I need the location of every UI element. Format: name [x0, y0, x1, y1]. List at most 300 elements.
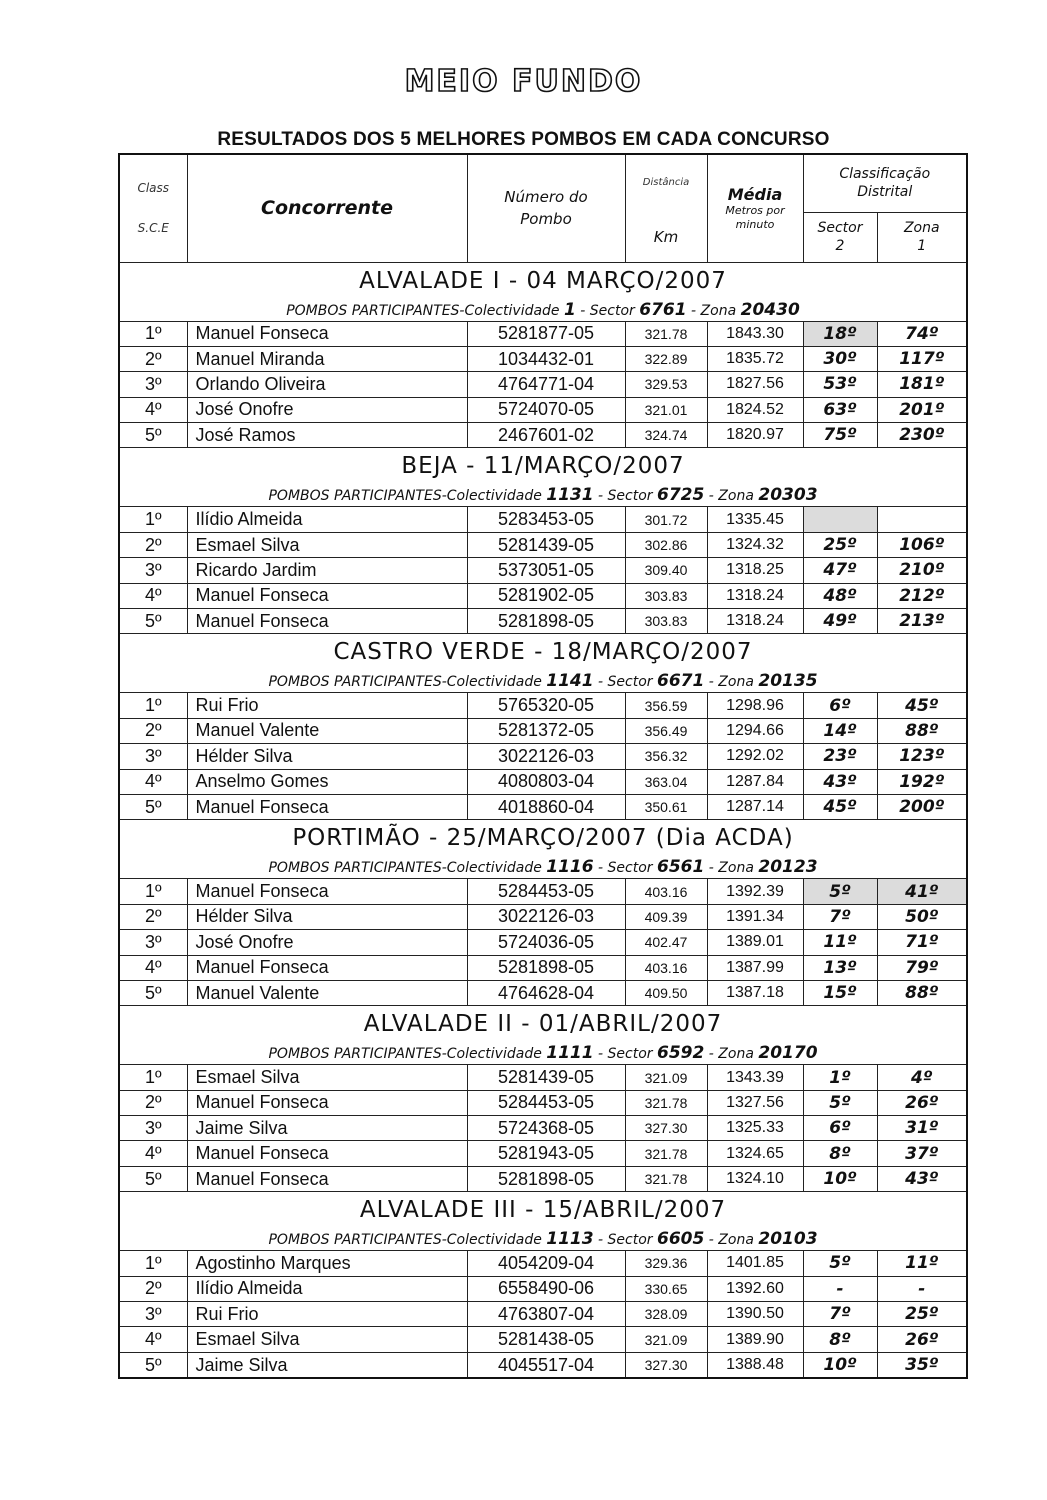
media-value: 1327.56: [707, 1090, 803, 1115]
pombo-number: 4018860-04: [467, 794, 625, 819]
pombo-number: 5281439-05: [467, 532, 625, 557]
pombo-number: 5281372-05: [467, 718, 625, 743]
zona-rank: 181º: [877, 372, 967, 397]
zona-rank: 50º: [877, 904, 967, 929]
header-media-label: Média: [727, 184, 783, 204]
pombo-number: 5281902-05: [467, 583, 625, 608]
pombo-number: 2467601-02: [467, 423, 625, 448]
table-row: [119, 372, 967, 397]
table-row: [119, 904, 967, 929]
header-classificacao-line1: Classificação: [839, 166, 931, 183]
table-row: [119, 346, 967, 371]
zona-rank: 117º: [877, 346, 967, 371]
media-value: 1387.99: [707, 955, 803, 980]
concorrente-name: Hélder Silva: [187, 904, 467, 929]
class-position: 4º: [119, 1141, 187, 1166]
sector-number: 6561: [657, 857, 705, 878]
pombo-number: 5281898-05: [467, 955, 625, 980]
distance-km: 356.59: [625, 693, 707, 718]
zona-rank: 210º: [877, 558, 967, 583]
media-value: 1287.14: [707, 794, 803, 819]
class-position: 5º: [119, 609, 187, 634]
header-classificacao-line2: Distrital: [857, 184, 913, 201]
class-position: 1º: [119, 1065, 187, 1090]
header-class-bottom: S.C.E: [137, 221, 169, 236]
sector-rank: 5º: [803, 1251, 877, 1276]
class-position: 2º: [119, 1090, 187, 1115]
participantes-label: POMBOS PARTICIPANTES-Colectividade: [268, 488, 542, 505]
header-metros-line2: minuto: [735, 217, 775, 231]
header-class-top: Class: [137, 181, 170, 196]
header-class: [119, 154, 187, 262]
table-row: [119, 693, 967, 718]
media-value: 1318.24: [707, 609, 803, 634]
table-row: [119, 794, 967, 819]
concorrente-name: Jaime Silva: [187, 1116, 467, 1141]
table-body: [119, 262, 967, 1378]
sector-label: - Sector: [598, 488, 653, 505]
zona-rank: 26º: [877, 1327, 967, 1352]
sector-rank: 6º: [803, 1116, 877, 1141]
competition-info-row: [119, 670, 967, 693]
class-position: 2º: [119, 718, 187, 743]
distance-km: 409.50: [625, 980, 707, 1005]
class-position: 1º: [119, 321, 187, 346]
header-zona-number: 1: [917, 238, 927, 254]
distance-km: 356.32: [625, 744, 707, 769]
zona-number: 20103: [758, 1229, 818, 1250]
pombo-number: 4764771-04: [467, 372, 625, 397]
table-row: [119, 980, 967, 1005]
sector-label: - Sector: [598, 1232, 653, 1249]
concorrente-name: Esmael Silva: [187, 1327, 467, 1352]
media-value: 1392.39: [707, 879, 803, 904]
sector-rank: 43º: [803, 769, 877, 794]
pombo-number: 4764628-04: [467, 980, 625, 1005]
distance-km: 327.30: [625, 1352, 707, 1378]
concorrente-name: Agostinho Marques: [187, 1251, 467, 1276]
participantes-label: POMBOS PARTICIPANTES-Colectividade: [286, 302, 560, 319]
sector-rank: 8º: [803, 1327, 877, 1352]
table-row: [119, 1141, 967, 1166]
class-position: 5º: [119, 423, 187, 448]
concorrente-name: Ilídio Almeida: [187, 507, 467, 532]
zona-rank: 41º: [877, 879, 967, 904]
concorrente-name: Manuel Fonseca: [187, 583, 467, 608]
media-value: 1298.96: [707, 693, 803, 718]
header-concorrente: Concorrente: [187, 154, 467, 262]
class-position: 3º: [119, 1116, 187, 1141]
media-value: 1390.50: [707, 1302, 803, 1327]
distance-km: 321.78: [625, 1141, 707, 1166]
sector-rank: 30º: [803, 346, 877, 371]
media-value: 1391.34: [707, 904, 803, 929]
header-numero-line2: Pombo: [520, 210, 572, 229]
table-row: [119, 1065, 967, 1090]
sector-label: - Sector: [580, 302, 635, 319]
zona-label: - Zona: [691, 302, 737, 319]
class-position: 1º: [119, 507, 187, 532]
distance-km: 303.83: [625, 583, 707, 608]
table-header: [119, 154, 967, 262]
zona-rank: 230º: [877, 423, 967, 448]
sector-rank: 49º: [803, 609, 877, 634]
distance-km: 330.65: [625, 1276, 707, 1301]
competition-info: [119, 856, 967, 879]
class-position: 3º: [119, 372, 187, 397]
class-position: 3º: [119, 930, 187, 955]
sector-number: 6592: [657, 1043, 705, 1064]
concorrente-name: Rui Frio: [187, 1302, 467, 1327]
table-row: [119, 744, 967, 769]
pombo-number: 5281438-05: [467, 1327, 625, 1352]
class-position: 2º: [119, 346, 187, 371]
pombo-number: 5281898-05: [467, 1166, 625, 1191]
distance-km: 363.04: [625, 769, 707, 794]
distance-km: 403.16: [625, 955, 707, 980]
distance-km: 324.74: [625, 423, 707, 448]
pombo-number: 4054209-04: [467, 1251, 625, 1276]
header-km: Km: [625, 212, 707, 262]
concorrente-name: Manuel Fonseca: [187, 1141, 467, 1166]
competition-info: [119, 299, 967, 322]
competition-title: CASTRO VERDE - 18/MARÇO/2007: [119, 634, 967, 671]
concorrente-name: Orlando Oliveira: [187, 372, 467, 397]
distance-km: 321.78: [625, 1166, 707, 1191]
concorrente-name: José Ramos: [187, 423, 467, 448]
sector-label: - Sector: [598, 860, 653, 877]
sector-rank: 8º: [803, 1141, 877, 1166]
pombo-number: 4045517-04: [467, 1352, 625, 1378]
header-zona: [877, 212, 967, 262]
zona-rank: 74º: [877, 321, 967, 346]
class-position: 4º: [119, 1327, 187, 1352]
sector-rank: 14º: [803, 718, 877, 743]
colectividade-number: 1111: [546, 1043, 594, 1064]
table-row: [119, 1116, 967, 1141]
media-value: 1843.30: [707, 321, 803, 346]
sector-number: 6725: [657, 485, 705, 506]
media-value: 1318.24: [707, 583, 803, 608]
table-row: [119, 1276, 967, 1301]
distance-km: 303.83: [625, 609, 707, 634]
zona-rank: 106º: [877, 532, 967, 557]
sector-rank: 6º: [803, 693, 877, 718]
competition-title-row: [119, 448, 967, 485]
participantes-label: POMBOS PARTICIPANTES-Colectividade: [268, 1046, 542, 1063]
pombo-number: 5284453-05: [467, 879, 625, 904]
concorrente-name: Esmael Silva: [187, 1065, 467, 1090]
media-value: 1387.18: [707, 980, 803, 1005]
concorrente-name: José Onofre: [187, 397, 467, 422]
sector-rank: 13º: [803, 955, 877, 980]
competition-info-row: [119, 299, 967, 322]
table-row: [119, 1302, 967, 1327]
sector-rank: 23º: [803, 744, 877, 769]
media-value: 1389.01: [707, 930, 803, 955]
zona-number: 20430: [740, 299, 800, 320]
zona-rank: 37º: [877, 1141, 967, 1166]
concorrente-name: Jaime Silva: [187, 1352, 467, 1378]
competition-info: [119, 1042, 967, 1065]
pombo-number: 6558490-06: [467, 1276, 625, 1301]
header-sector: [803, 212, 877, 262]
pombo-number: 5283453-05: [467, 507, 625, 532]
competition-info: [119, 484, 967, 507]
distance-km: 321.09: [625, 1065, 707, 1090]
zona-rank: [877, 507, 967, 532]
class-position: 5º: [119, 1166, 187, 1191]
header-numero-pombo: [467, 154, 625, 262]
class-position: 1º: [119, 693, 187, 718]
media-value: 1287.84: [707, 769, 803, 794]
pombo-number: 3022126-03: [467, 744, 625, 769]
class-position: 2º: [119, 904, 187, 929]
zona-number: 20123: [758, 857, 818, 878]
zona-rank: 88º: [877, 980, 967, 1005]
concorrente-name: Manuel Fonseca: [187, 794, 467, 819]
concorrente-name: Rui Frio: [187, 693, 467, 718]
competition-title: ALVALADE I - 04 MARÇO/2007: [119, 262, 967, 299]
concorrente-name: Manuel Fonseca: [187, 1090, 467, 1115]
sector-label: - Sector: [598, 674, 653, 691]
concorrente-name: Manuel Valente: [187, 980, 467, 1005]
competition-title: PORTIMÃO - 25/MARÇO/2007 (Dia ACDA): [119, 820, 967, 857]
table-row: [119, 609, 967, 634]
concorrente-name: Manuel Fonseca: [187, 879, 467, 904]
class-position: 5º: [119, 980, 187, 1005]
pombo-number: 5724070-05: [467, 397, 625, 422]
sector-number: 6761: [639, 299, 687, 320]
competition-title-row: [119, 262, 967, 299]
media-value: 1835.72: [707, 346, 803, 371]
pombo-number: 5281943-05: [467, 1141, 625, 1166]
sector-rank: 47º: [803, 558, 877, 583]
concorrente-name: Manuel Fonseca: [187, 321, 467, 346]
table-row: [119, 1166, 967, 1191]
distance-km: 321.09: [625, 1327, 707, 1352]
pombo-number: 5284453-05: [467, 1090, 625, 1115]
class-position: 2º: [119, 1276, 187, 1301]
distance-km: 328.09: [625, 1302, 707, 1327]
media-value: 1392.60: [707, 1276, 803, 1301]
participantes-label: POMBOS PARTICIPANTES-Colectividade: [268, 860, 542, 877]
pombo-number: 4763807-04: [467, 1302, 625, 1327]
zona-rank: 79º: [877, 955, 967, 980]
zona-label: - Zona: [708, 674, 754, 691]
distance-km: 356.49: [625, 718, 707, 743]
zona-number: 20170: [758, 1043, 818, 1064]
competition-title-row: [119, 1192, 967, 1229]
logo: MEIO FUNDO: [404, 64, 643, 99]
media-value: 1292.02: [707, 744, 803, 769]
zona-rank: 25º: [877, 1302, 967, 1327]
distance-km: 329.53: [625, 372, 707, 397]
media-value: 1401.85: [707, 1251, 803, 1276]
table-row: [119, 321, 967, 346]
sector-rank: 48º: [803, 583, 877, 608]
page-title: RESULTADOS DOS 5 MELHORES POMBOS EM CADA CONCURSO: [217, 129, 830, 150]
table-row: [119, 955, 967, 980]
media-value: 1324.65: [707, 1141, 803, 1166]
competition-title-row: [119, 820, 967, 857]
table-row: [119, 930, 967, 955]
class-position: 1º: [119, 1251, 187, 1276]
sector-rank: 1º: [803, 1065, 877, 1090]
colectividade-number: 1113: [546, 1229, 594, 1250]
table-row: [119, 879, 967, 904]
zona-rank: 213º: [877, 609, 967, 634]
pombo-number: 5281898-05: [467, 609, 625, 634]
sector-rank: -: [803, 1276, 877, 1301]
distance-km: 309.40: [625, 558, 707, 583]
zona-rank: 31º: [877, 1116, 967, 1141]
competition-info-row: [119, 1228, 967, 1251]
distance-km: 321.78: [625, 321, 707, 346]
concorrente-name: Esmael Silva: [187, 532, 467, 557]
table-row: [119, 532, 967, 557]
table-row: [119, 423, 967, 448]
participantes-label: POMBOS PARTICIPANTES-Colectividade: [268, 674, 542, 691]
header-distancia: Distância: [625, 154, 707, 212]
zona-rank: 200º: [877, 794, 967, 819]
zona-rank: 26º: [877, 1090, 967, 1115]
table-row: [119, 583, 967, 608]
pombo-number: 4080803-04: [467, 769, 625, 794]
table-row: [119, 1090, 967, 1115]
concorrente-name: Manuel Fonseca: [187, 1166, 467, 1191]
table-row: [119, 1251, 967, 1276]
competition-title: BEJA - 11/MARÇO/2007: [119, 448, 967, 485]
concorrente-name: Manuel Miranda: [187, 346, 467, 371]
colectividade-number: 1141: [546, 671, 594, 692]
zona-rank: 192º: [877, 769, 967, 794]
competition-title-row: [119, 1006, 967, 1043]
media-value: 1824.52: [707, 397, 803, 422]
sector-rank: 63º: [803, 397, 877, 422]
pombo-number: 5724036-05: [467, 930, 625, 955]
competition-title-row: [119, 634, 967, 671]
class-position: 4º: [119, 583, 187, 608]
distance-km: 402.47: [625, 930, 707, 955]
distance-km: 403.16: [625, 879, 707, 904]
class-position: 4º: [119, 955, 187, 980]
zona-rank: 35º: [877, 1352, 967, 1378]
media-value: 1388.48: [707, 1352, 803, 1378]
class-position: 5º: [119, 1352, 187, 1378]
results-table: [118, 153, 968, 1379]
zona-rank: 201º: [877, 397, 967, 422]
distance-km: 409.39: [625, 904, 707, 929]
zona-label: - Zona: [708, 860, 754, 877]
sector-rank: 45º: [803, 794, 877, 819]
sector-rank: 10º: [803, 1352, 877, 1378]
participantes-label: POMBOS PARTICIPANTES-Colectividade: [268, 1232, 542, 1249]
class-position: 3º: [119, 1302, 187, 1327]
sector-rank: 7º: [803, 904, 877, 929]
media-value: 1324.32: [707, 532, 803, 557]
sector-rank: 53º: [803, 372, 877, 397]
concorrente-name: Manuel Fonseca: [187, 609, 467, 634]
sector-rank: [803, 507, 877, 532]
sector-rank: 5º: [803, 1090, 877, 1115]
zona-number: 20135: [758, 671, 818, 692]
sector-number: 6605: [657, 1229, 705, 1250]
zona-rank: 123º: [877, 744, 967, 769]
table-row: [119, 558, 967, 583]
header-metros-line1: Metros por: [725, 203, 785, 217]
sector-rank: 75º: [803, 423, 877, 448]
competition-title: ALVALADE II - 01/ABRIL/2007: [119, 1006, 967, 1043]
zona-rank: 71º: [877, 930, 967, 955]
pombo-number: 5373051-05: [467, 558, 625, 583]
zona-rank: 88º: [877, 718, 967, 743]
class-position: 3º: [119, 744, 187, 769]
sector-label: - Sector: [598, 1046, 653, 1063]
zona-rank: 11º: [877, 1251, 967, 1276]
concorrente-name: Ilídio Almeida: [187, 1276, 467, 1301]
class-position: 2º: [119, 532, 187, 557]
table-row: [119, 769, 967, 794]
distance-km: 350.61: [625, 794, 707, 819]
zona-rank: 43º: [877, 1166, 967, 1191]
zona-label: - Zona: [708, 1046, 754, 1063]
distance-km: 302.86: [625, 532, 707, 557]
media-value: 1324.10: [707, 1166, 803, 1191]
sector-rank: 18º: [803, 321, 877, 346]
class-position: 3º: [119, 558, 187, 583]
sector-rank: 5º: [803, 879, 877, 904]
header-zona-label: Zona: [903, 220, 940, 236]
zona-label: - Zona: [708, 488, 754, 505]
distance-km: 301.72: [625, 507, 707, 532]
class-position: 4º: [119, 769, 187, 794]
class-position: 4º: [119, 397, 187, 422]
concorrente-name: José Onofre: [187, 930, 467, 955]
pombo-number: 5281877-05: [467, 321, 625, 346]
concorrente-name: Manuel Fonseca: [187, 955, 467, 980]
media-value: 1827.56: [707, 372, 803, 397]
table-row: [119, 507, 967, 532]
competition-info: [119, 1228, 967, 1251]
distance-km: 329.36: [625, 1251, 707, 1276]
distance-km: 321.01: [625, 397, 707, 422]
distance-km: 322.89: [625, 346, 707, 371]
pombo-number: 3022126-03: [467, 904, 625, 929]
media-value: 1335.45: [707, 507, 803, 532]
table-row: [119, 1327, 967, 1352]
media-value: 1820.97: [707, 423, 803, 448]
media-value: 1389.90: [707, 1327, 803, 1352]
table-row: [119, 397, 967, 422]
concorrente-name: Ricardo Jardim: [187, 558, 467, 583]
competition-info-row: [119, 484, 967, 507]
sector-rank: 7º: [803, 1302, 877, 1327]
pombo-number: 5724368-05: [467, 1116, 625, 1141]
pombo-number: 1034432-01: [467, 346, 625, 371]
competition-info: [119, 670, 967, 693]
concorrente-name: Hélder Silva: [187, 744, 467, 769]
sector-number: 6671: [657, 671, 705, 692]
colectividade-number: 1: [564, 299, 576, 320]
competition-title: ALVALADE III - 15/ABRIL/2007: [119, 1192, 967, 1229]
colectividade-number: 1116: [546, 857, 594, 878]
distance-km: 321.78: [625, 1090, 707, 1115]
competition-info-row: [119, 1042, 967, 1065]
concorrente-name: Anselmo Gomes: [187, 769, 467, 794]
media-value: 1318.25: [707, 558, 803, 583]
table-row: [119, 718, 967, 743]
